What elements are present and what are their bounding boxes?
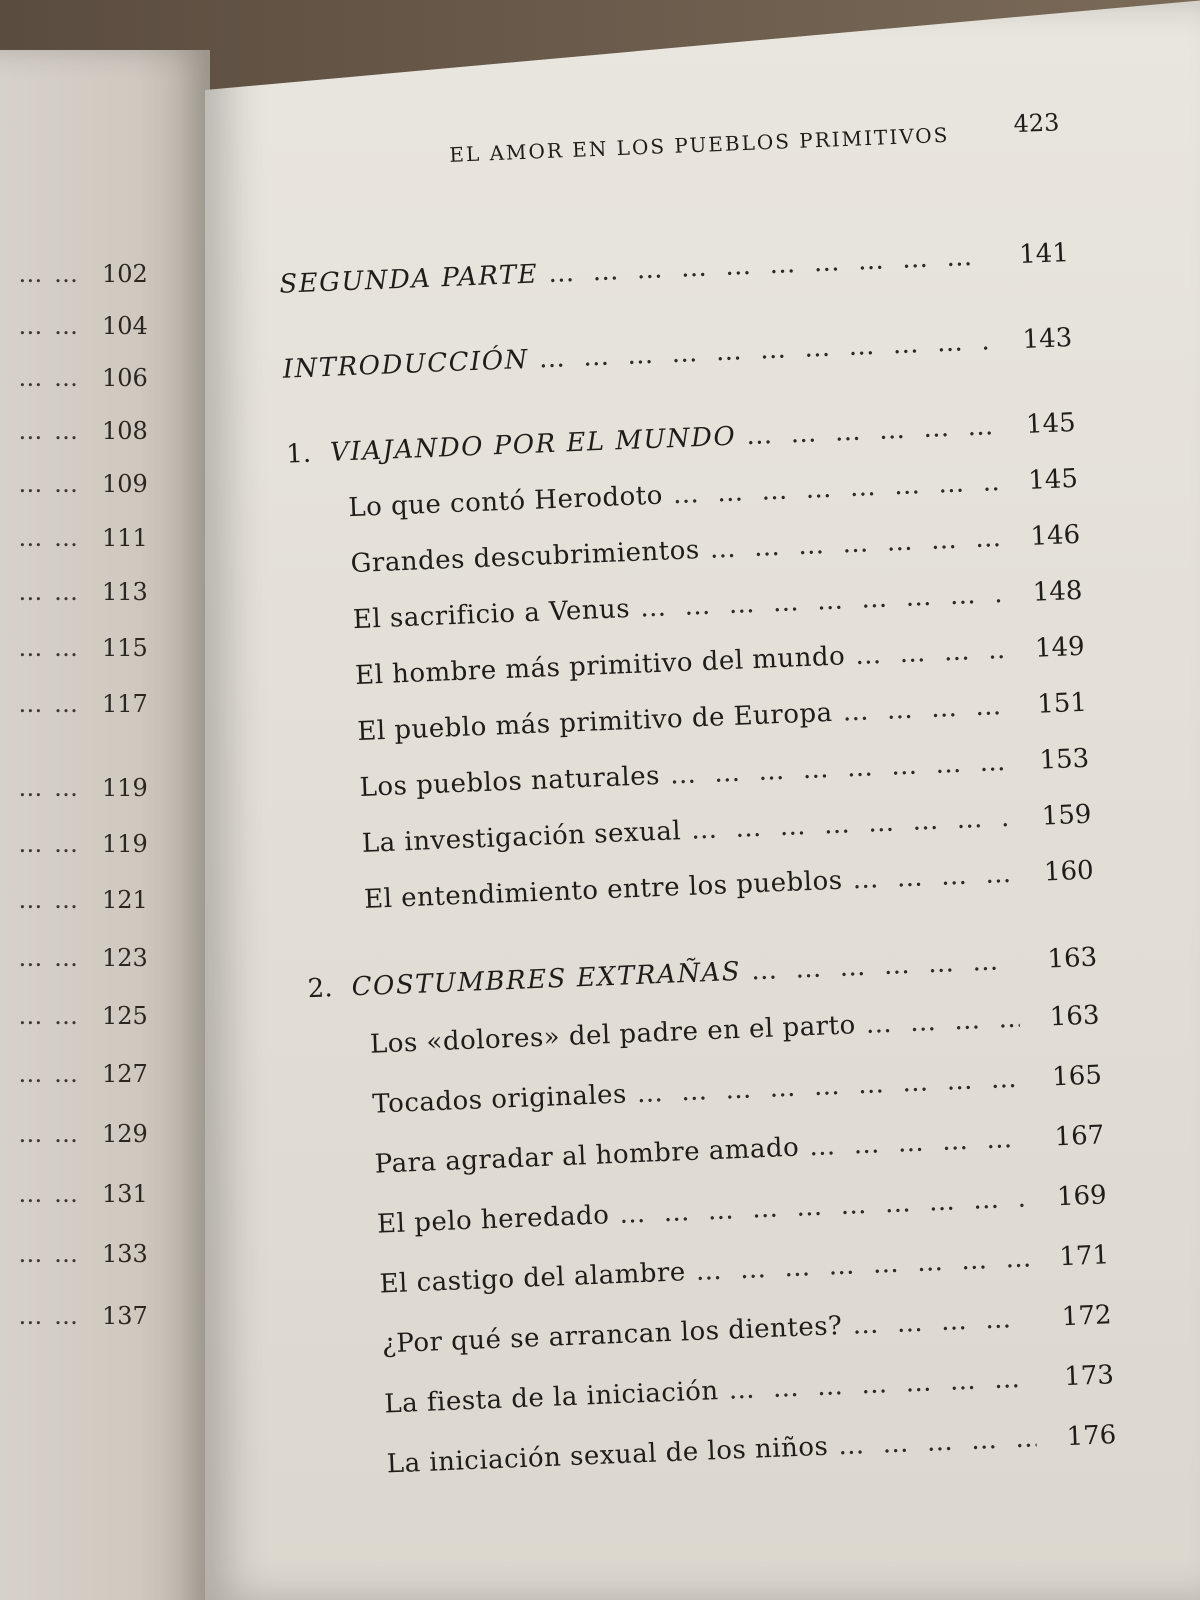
left-toc-entry: … … 117	[18, 690, 148, 718]
toc-entry-page: 159	[1041, 799, 1092, 832]
toc-chapter-heading	[286, 408, 1077, 476]
left-page-number: 129	[102, 1120, 148, 1148]
leader-dots	[709, 523, 1001, 565]
leader-dots	[538, 326, 993, 374]
toc-entry-title: SEGUNDA PARTE	[278, 259, 539, 300]
left-page-number: 102	[102, 260, 148, 288]
toc-section-entry	[361, 800, 1092, 865]
toc-entry-title: El sacrificio a Venus	[352, 593, 631, 636]
left-page-number: 109	[102, 470, 148, 498]
left-page-number: 119	[102, 774, 148, 802]
toc-entry-title: Los «dolores» del padre en el parto	[369, 1010, 857, 1060]
leader-dots	[842, 691, 1008, 728]
toc-entry-title: El entendimiento entre los pueblos	[363, 865, 844, 915]
toc-entry-title: Los pueblos naturales	[359, 760, 661, 803]
toc-entry-title: El castigo del alambre	[379, 1257, 687, 1300]
left-page-number: 119	[102, 830, 148, 858]
left-toc-entry: … … 119	[18, 830, 148, 858]
toc-section-entry	[384, 1360, 1115, 1425]
leader-dots	[838, 1423, 1037, 1461]
left-page-number: 106	[102, 364, 148, 392]
left-page-number: 133	[102, 1240, 148, 1268]
leader-dots	[746, 411, 997, 451]
toc-section-entry	[357, 688, 1088, 753]
toc-section-entry	[377, 1180, 1108, 1245]
toc-entry-page: 176	[1066, 1420, 1117, 1453]
toc-entry-page: 148	[1032, 575, 1083, 608]
toc-section-entry	[374, 1120, 1105, 1185]
leader-dots	[619, 1184, 1028, 1230]
left-toc-entry: … … 131	[18, 1180, 148, 1208]
toc-entry-title: Para agradar al hombre amado	[374, 1132, 800, 1180]
left-toc-entry: … … 115	[18, 634, 148, 662]
toc-entry-page: 167	[1054, 1120, 1105, 1153]
toc-entry-page: 151	[1036, 687, 1088, 720]
toc-section-entry	[352, 576, 1083, 641]
left-page-number: 111	[102, 524, 148, 552]
left-page-number: 125	[102, 1002, 148, 1030]
left-toc-entry: … … 133	[18, 1240, 148, 1268]
toc-entry-title: Lo que contó Herodoto	[347, 480, 664, 524]
toc-entry-title: Grandes descubrimientos	[350, 535, 701, 580]
toc-chapter-heading	[307, 943, 1098, 1011]
left-toc-entry: … … 104	[18, 312, 148, 340]
page-number: 423	[1013, 108, 1060, 139]
toc-chapter-number: 2.	[307, 973, 334, 1005]
leader-dots	[852, 859, 1014, 895]
table-of-contents	[268, 0, 1152, 1599]
toc-entry-page: 145	[1027, 463, 1079, 496]
left-toc-entry: … … 123	[18, 944, 148, 972]
toc-entry-page: 149	[1034, 631, 1086, 664]
left-page-number: 113	[102, 578, 148, 606]
left-page-number: 117	[102, 690, 148, 718]
toc-entry-page: 173	[1063, 1360, 1115, 1393]
left-toc-entry: … … 106	[18, 364, 148, 392]
toc-entry-page: 160	[1043, 855, 1095, 888]
toc-entry-page: 165	[1051, 1060, 1103, 1093]
leader-dots	[639, 579, 1003, 624]
toc-entry-page: 169	[1056, 1180, 1108, 1213]
toc-entry-page: 163	[1046, 942, 1098, 975]
toc-section-entry	[381, 1300, 1112, 1365]
toc-entry-page: 145	[1025, 407, 1077, 440]
left-toc-entry: … … 121	[18, 886, 148, 914]
left-page-number: 131	[102, 1180, 148, 1208]
toc-part-heading	[282, 323, 1073, 391]
toc-entry-page: 141	[1018, 238, 1070, 271]
leader-dots	[669, 747, 1009, 791]
toc-entry-title: INTRODUCCIÓN	[282, 344, 530, 385]
toc-entry-page: 143	[1022, 323, 1073, 355]
toc-section-entry	[350, 520, 1081, 585]
toc-entry-title: VIAJANDO POR EL MUNDO	[329, 421, 737, 468]
leader-dots	[728, 1363, 1035, 1405]
toc-entry-title: La iniciación sexual de los niños	[386, 1431, 829, 1480]
toc-entry-title: Tocados originales	[371, 1079, 628, 1120]
left-page	[0, 50, 210, 1600]
leader-dots	[855, 635, 1006, 671]
left-toc-entry: … … 113	[18, 578, 148, 606]
leader-dots	[809, 1124, 1025, 1163]
toc-entry-title: El pelo heredado	[376, 1200, 610, 1240]
left-toc-entry: … … 129	[18, 1120, 148, 1148]
toc-entry-page: 163	[1049, 1000, 1101, 1033]
left-page-number: 137	[102, 1302, 148, 1330]
leader-dots	[548, 241, 990, 289]
left-page-number: 108	[102, 417, 148, 445]
left-toc-entry: … … 108	[18, 417, 148, 445]
left-toc-entry: … … 125	[18, 1002, 148, 1030]
toc-section-entry	[369, 1000, 1100, 1065]
toc-chapter-number: 1.	[285, 438, 312, 470]
leader-dots	[695, 1243, 1030, 1286]
toc-section-entry	[364, 856, 1095, 921]
leader-dots	[672, 467, 998, 510]
left-toc-entry: … … 137	[18, 1302, 148, 1330]
leader-dots	[636, 1064, 1022, 1109]
toc-entry-title: COSTUMBRES EXTRAÑAS	[351, 956, 742, 1003]
toc-entry-title: La fiesta de la iniciación	[383, 1376, 720, 1420]
toc-section-entry	[348, 464, 1079, 529]
leader-dots	[852, 1303, 1032, 1340]
leader-dots	[750, 946, 1017, 987]
leader-dots	[865, 1004, 1020, 1040]
toc-section-entry	[386, 1420, 1117, 1485]
left-page-number: 121	[102, 886, 148, 914]
running-head: EL AMOR EN LOS PUEBLOS PRIMITIVOS	[448, 122, 950, 167]
toc-section-entry	[359, 744, 1090, 809]
toc-entry-page: 171	[1058, 1240, 1110, 1273]
toc-entry-page: 153	[1038, 743, 1090, 776]
toc-entry-title: El pueblo más primitivo de Europa	[356, 697, 834, 747]
left-page-number: 127	[102, 1060, 148, 1088]
leader-dots	[690, 803, 1012, 846]
left-page-number: 104	[102, 312, 148, 340]
toc-entry-title: La investigación sexual	[361, 816, 682, 859]
toc-part-heading	[279, 238, 1070, 306]
toc-entry-page: 172	[1061, 1300, 1113, 1333]
left-page-number: 123	[102, 944, 148, 972]
toc-section-entry	[379, 1240, 1110, 1305]
toc-entry-title: ¿Por qué se arrancan los dientes?	[381, 1311, 844, 1360]
left-toc-entry: … … 109	[18, 470, 148, 498]
left-toc-entry: … … 102	[18, 260, 148, 288]
left-toc-entry: … … 119	[18, 774, 148, 802]
left-toc-entry: … … 111	[18, 524, 148, 552]
left-toc-entry: … … 127	[18, 1060, 148, 1088]
toc-section-entry	[372, 1060, 1103, 1125]
toc-entry-page: 146	[1029, 519, 1081, 552]
toc-entry-title: El hombre más primitivo del mundo	[354, 641, 846, 692]
left-page-number: 115	[102, 634, 148, 662]
toc-section-entry	[355, 632, 1086, 697]
